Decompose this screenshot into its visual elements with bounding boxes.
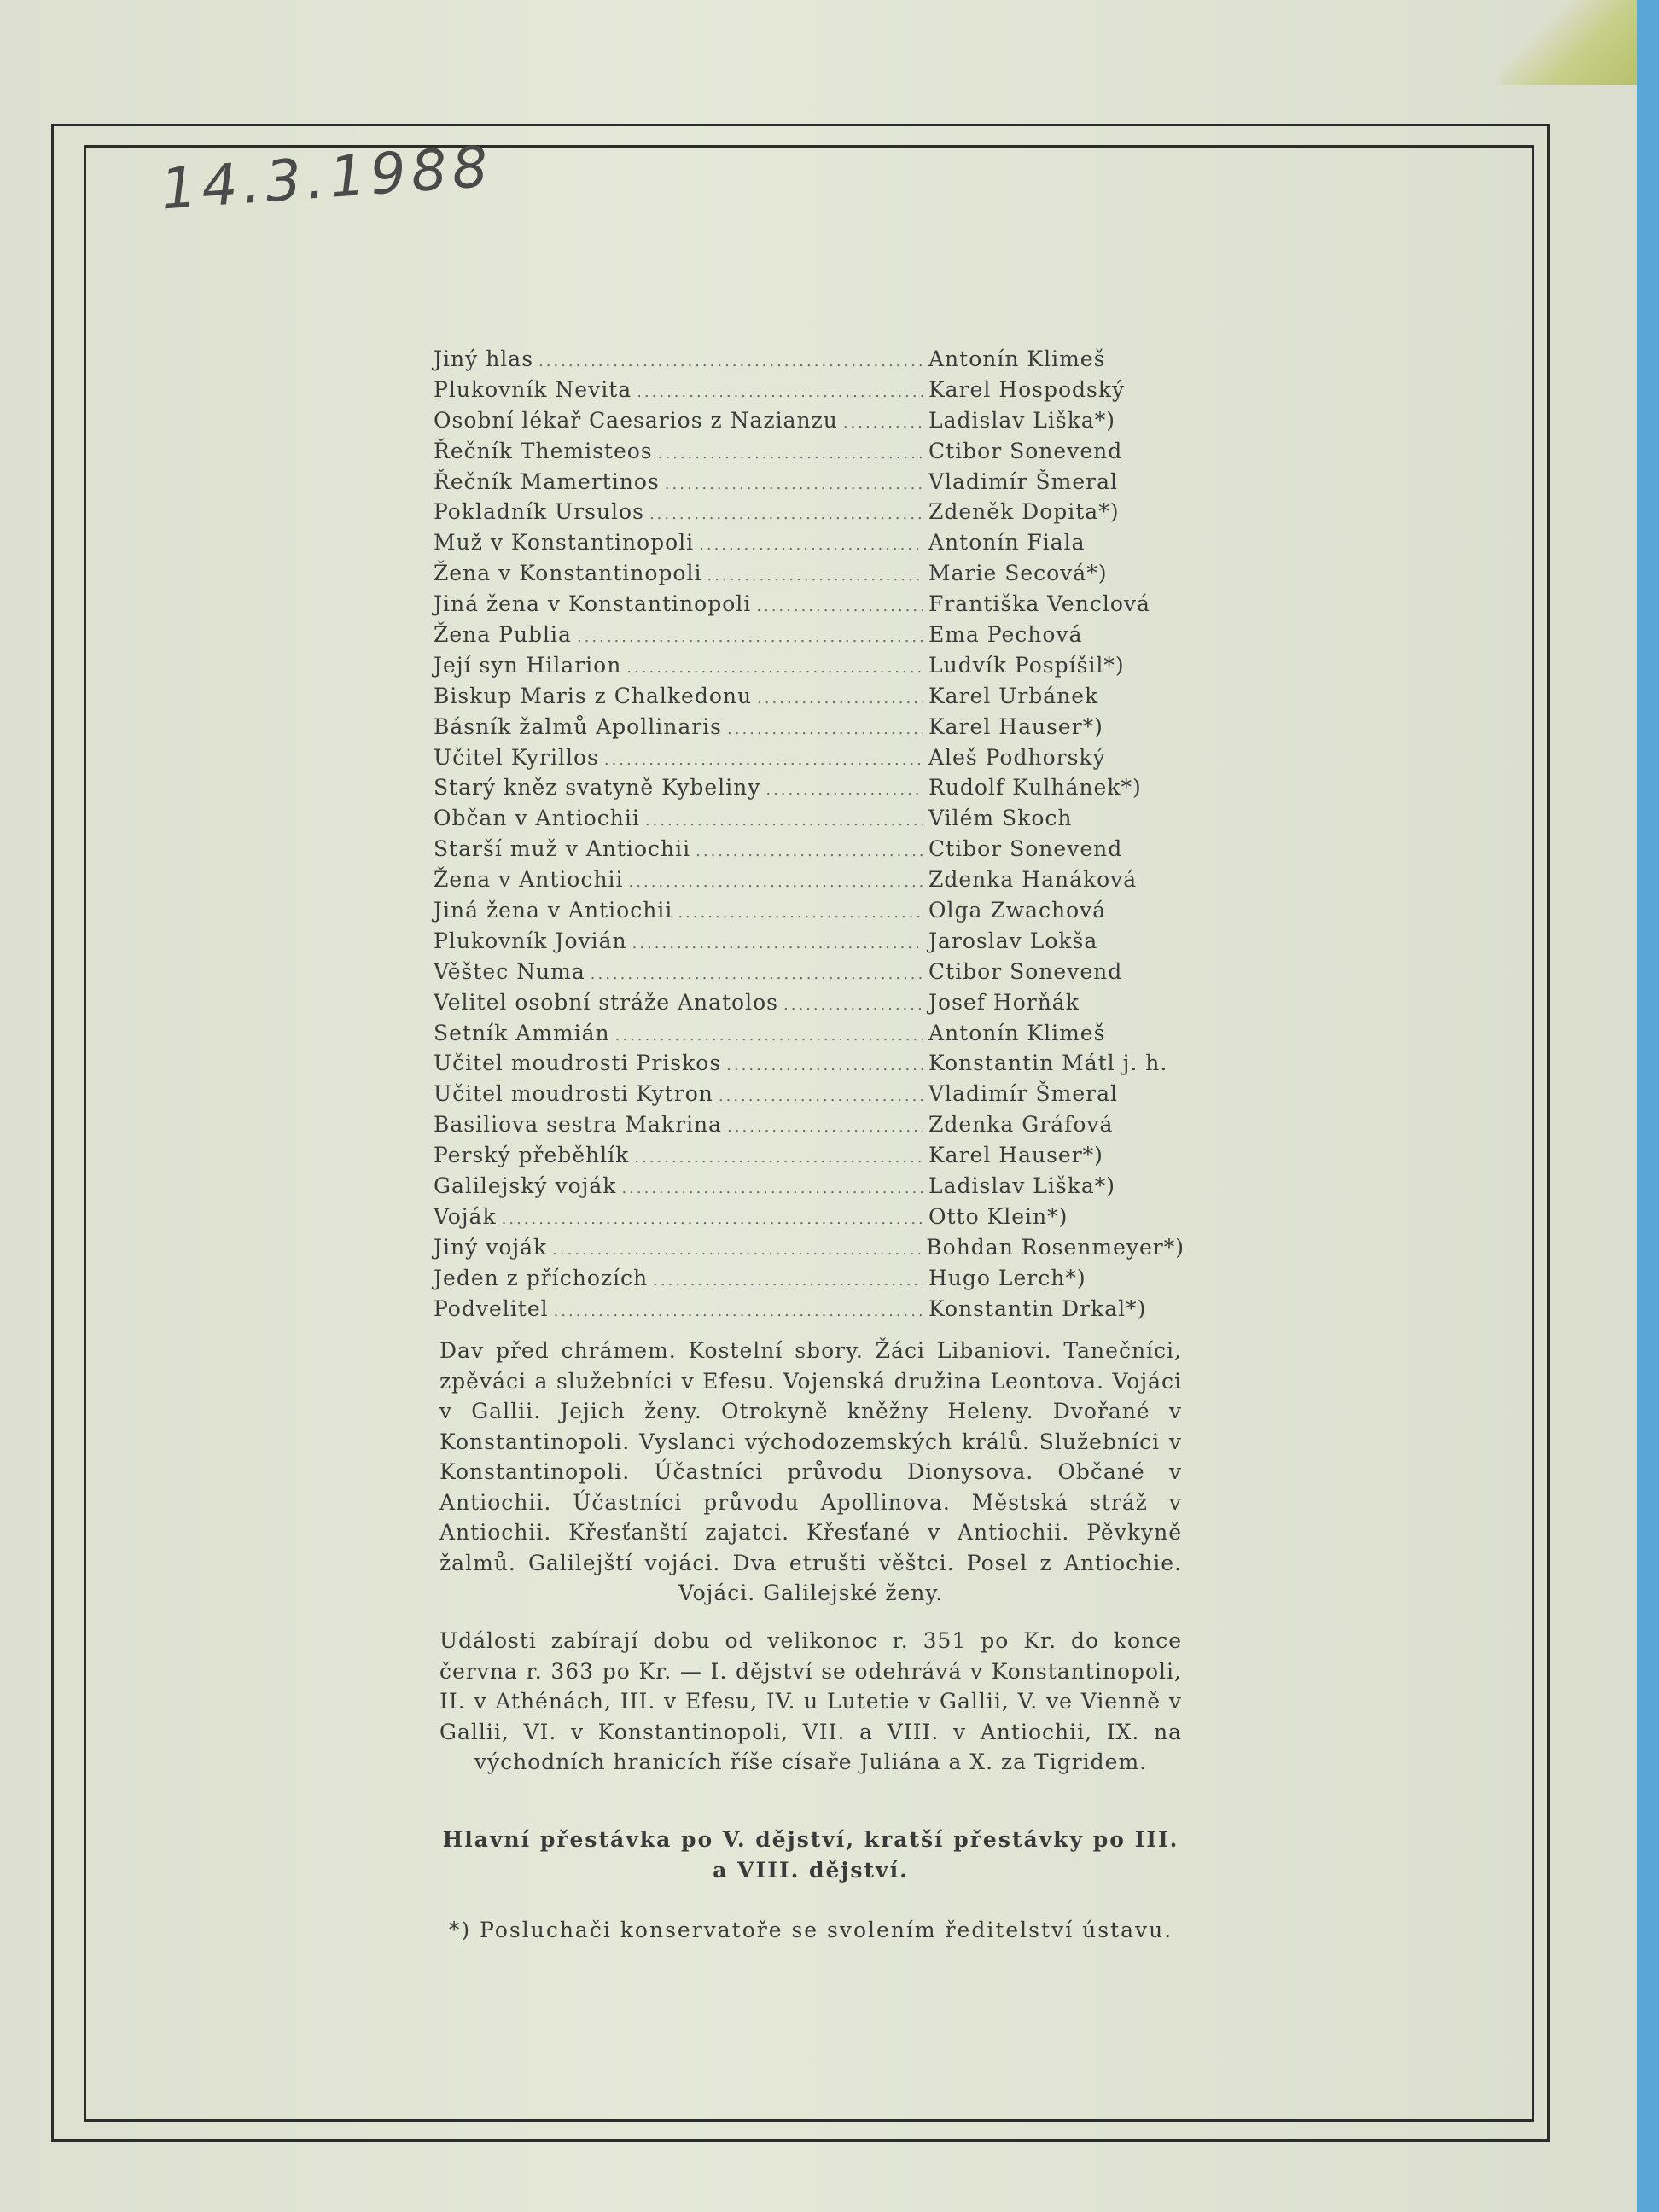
cast-row — [434, 1173, 1185, 1204]
cast-row — [434, 377, 1185, 408]
actor-name: Ctibor Sonevend — [928, 438, 1123, 463]
dot-leader — [658, 445, 923, 463]
role-name: Galilejský voják — [434, 1173, 617, 1199]
actor-name: Vladimír Šmeral — [928, 1081, 1119, 1107]
dot-leader — [757, 690, 923, 707]
cast-row — [434, 959, 1185, 990]
role-name: Učitel Kyrillos — [434, 744, 599, 770]
actor-name: Karel Hauser*) — [928, 1143, 1103, 1168]
dot-leader — [707, 567, 923, 585]
role-name: Učitel moudrosti Kytron — [434, 1081, 713, 1107]
cast-row — [434, 591, 1185, 622]
actor-name: Josef Horňák — [928, 989, 1080, 1015]
actor-name: Zdeněk Dopita*) — [928, 499, 1120, 525]
dot-leader — [604, 751, 923, 769]
cast-row — [434, 928, 1185, 959]
role-name: Její syn Hilarion — [434, 652, 622, 678]
cast-row — [434, 745, 1185, 776]
cast-row — [434, 439, 1185, 469]
dot-leader — [615, 1027, 923, 1045]
dot-leader — [629, 873, 923, 891]
actor-name: Ctibor Sonevend — [928, 958, 1123, 984]
dot-leader — [726, 1057, 923, 1074]
role-name: Plukovník Jovián — [434, 928, 627, 953]
cast-list — [434, 346, 1185, 1327]
chorus-paragraph: Dav před chrámem. Kostelní sbory. Žáci Libaniovi. Tanečníci, zpěváci a služebníci v Efesu. Vojenská družina Leontova. Vojáci v Gallii. Jejich ženy. Otrokyně kněžny Heleny. Dvořané v Konstantinopoli. Vyslanci východozemských králů. Služebníci v Konstantinopoli. Účastníci průvodu Dionysova. Občané v Antiochii. Účastníci průvodu Apollinova. Městská stráž v Antiochii. Křesťanští zajatci. Křesťané v Antiochii. Pěvkyně žalmů. Galilejští vojáci. Dva etrušti věštci. Posel z Antiochie. Vojáci. Galilejské ženy. — [439, 1338, 1182, 1605]
role-name: Jiná žena v Konstantinopoli — [434, 591, 752, 617]
cast-row — [434, 1051, 1185, 1081]
actor-name: Hugo Lerch*) — [928, 1265, 1086, 1290]
cast-row — [434, 1235, 1185, 1266]
handwritten-date: 14.3.1988 — [158, 133, 496, 223]
cast-row — [434, 898, 1185, 928]
cast-row — [434, 499, 1185, 530]
actor-name: Vilém Skoch — [928, 806, 1073, 831]
role-name: Plukovník Nevita — [434, 376, 632, 402]
dot-leader — [665, 475, 923, 493]
dot-leader — [843, 414, 923, 432]
role-name: Starý kněz svatyně Kybeliny — [434, 775, 761, 800]
actor-name: Konstantin Drkal*) — [928, 1295, 1147, 1321]
role-name: Pokladník Ursulos — [434, 499, 644, 525]
cast-row — [434, 622, 1185, 653]
role-name: Setník Ammián — [434, 1020, 610, 1045]
role-name: Starší muž v Antiochii — [434, 836, 691, 862]
stain-mark — [1500, 0, 1637, 85]
actor-name: Karel Hospodský — [928, 376, 1126, 402]
cast-row — [434, 775, 1185, 806]
dot-leader — [727, 720, 923, 738]
actor-name: Zdenka Hanáková — [928, 867, 1138, 893]
cast-row — [434, 714, 1185, 745]
dot-leader — [502, 1210, 923, 1228]
dot-leader — [554, 1302, 923, 1320]
dot-leader — [626, 659, 923, 677]
actor-name: Marie Secová*) — [928, 561, 1108, 586]
actor-name: Rudolf Kulhánek*) — [928, 775, 1142, 800]
cast-row — [434, 806, 1185, 836]
dot-leader — [783, 996, 923, 1014]
role-name: Žena v Konstantinopoli — [434, 561, 702, 586]
role-name: Občan v Antiochii — [434, 806, 640, 831]
dot-leader — [634, 1149, 923, 1167]
dot-leader — [538, 352, 923, 370]
cast-row — [434, 1266, 1185, 1296]
actor-name: Antonín Klimeš — [928, 346, 1106, 371]
dot-leader — [591, 965, 923, 983]
dot-leader — [637, 383, 923, 401]
cast-row — [434, 836, 1185, 867]
intermission-note: Hlavní přestávka po V. dějství, kratší přestávky po III. a VIII. dějství. — [442, 1827, 1179, 1883]
role-name: Jeden z příchozích — [434, 1265, 649, 1290]
actor-name: Františka Venclová — [928, 591, 1150, 617]
actor-name: Konstantin Mátl j. h. — [928, 1051, 1168, 1076]
dot-leader — [653, 1272, 923, 1289]
role-name: Řečník Mamertinos — [434, 469, 660, 494]
actor-name: Olga Zwachová — [928, 898, 1107, 923]
role-name: Jiná žena v Antiochii — [434, 898, 673, 923]
dot-leader — [649, 505, 923, 523]
role-name: Jiný voják — [434, 1234, 548, 1260]
actor-name: Karel Hauser*) — [928, 713, 1103, 739]
cast-row — [434, 561, 1185, 591]
actor-name: Ladislav Liška*) — [928, 1173, 1116, 1199]
dot-leader — [727, 1118, 923, 1136]
cast-row — [434, 684, 1185, 714]
dot-leader — [765, 781, 923, 799]
role-name: Voják — [434, 1203, 497, 1229]
role-name: Osobní lékař Caesarios z Nazianzu — [434, 407, 838, 433]
role-name: Muž v Konstantinopoli — [434, 530, 695, 556]
role-name: Jiný hlas — [434, 346, 534, 371]
role-name: Věštec Numa — [434, 958, 585, 984]
dot-leader — [699, 536, 923, 554]
dot-leader — [621, 1179, 923, 1197]
role-name: Učitel moudrosti Priskos — [434, 1051, 722, 1076]
role-name: Biskup Maris z Chalkedonu — [434, 683, 753, 708]
role-name: Žena v Antiochii — [434, 867, 624, 893]
dot-leader — [645, 812, 923, 830]
cast-row — [434, 530, 1185, 561]
actor-name: Karel Urbánek — [928, 683, 1099, 708]
role-name: Perský přeběhlík — [434, 1143, 630, 1168]
actor-name: Vladimír Šmeral — [928, 469, 1119, 494]
role-name: Basiliova sestra Makrina — [434, 1112, 723, 1138]
dot-leader — [577, 628, 923, 646]
dot-leader — [756, 597, 923, 615]
actor-name: Ludvík Pospíšil*) — [928, 652, 1125, 678]
timeline-paragraph: Události zabírají dobu od velikonoc r. 351 po Kr. do konce června r. 363 po Kr. — I. dějství se odehrává v Konstantinopoli, II. v Athénách, III. v Efesu, IV. u Lutetie v Gallii, V. ve Vienně v Gallii, VI. v Konstantinopoli, VII. a VIII. v Antiochii, IX. na východních hranicích říše císaře Juliána a X. za Tigridem. — [439, 1628, 1182, 1774]
cast-row — [434, 653, 1185, 684]
role-name: Podvelitel — [434, 1295, 549, 1321]
cast-row — [434, 1204, 1185, 1235]
cast-row — [434, 1112, 1185, 1143]
actor-name: Bohdan Rosenmeyer*) — [926, 1234, 1185, 1260]
actor-name: Antonín Fiala — [928, 530, 1086, 556]
cast-row — [434, 346, 1185, 377]
actor-name: Antonín Klimeš — [928, 1020, 1106, 1045]
actor-name: Ctibor Sonevend — [928, 836, 1123, 862]
cast-row — [434, 1021, 1185, 1051]
actor-name: Ladislav Liška*) — [928, 407, 1116, 433]
dot-leader — [719, 1087, 923, 1105]
role-name: Žena Publia — [434, 622, 572, 648]
cast-row — [434, 408, 1185, 439]
cast-row — [434, 1143, 1185, 1173]
cast-row — [434, 1081, 1185, 1112]
role-name: Velitel osobní stráže Anatolos — [434, 989, 778, 1015]
cast-row — [434, 469, 1185, 500]
dot-leader — [696, 842, 923, 860]
actor-name: Ema Pechová — [928, 622, 1083, 648]
role-name: Básník žalmů Apollinaris — [434, 713, 723, 739]
cast-row — [434, 1296, 1185, 1327]
dot-leader — [632, 934, 923, 952]
cast-row — [434, 867, 1185, 898]
dot-leader — [678, 904, 923, 922]
actor-name: Jaroslav Lokša — [928, 928, 1098, 953]
cast-row — [434, 990, 1185, 1021]
role-name: Řečník Themisteos — [434, 438, 653, 463]
footnote: *) Posluchači konservatoře se svolením ředitelství ústavu. — [448, 1918, 1173, 1942]
actor-name: Otto Klein*) — [928, 1203, 1068, 1229]
actor-name: Aleš Podhorský — [928, 744, 1106, 770]
actor-name: Zdenka Gráfová — [928, 1112, 1114, 1138]
dot-leader — [552, 1241, 921, 1259]
